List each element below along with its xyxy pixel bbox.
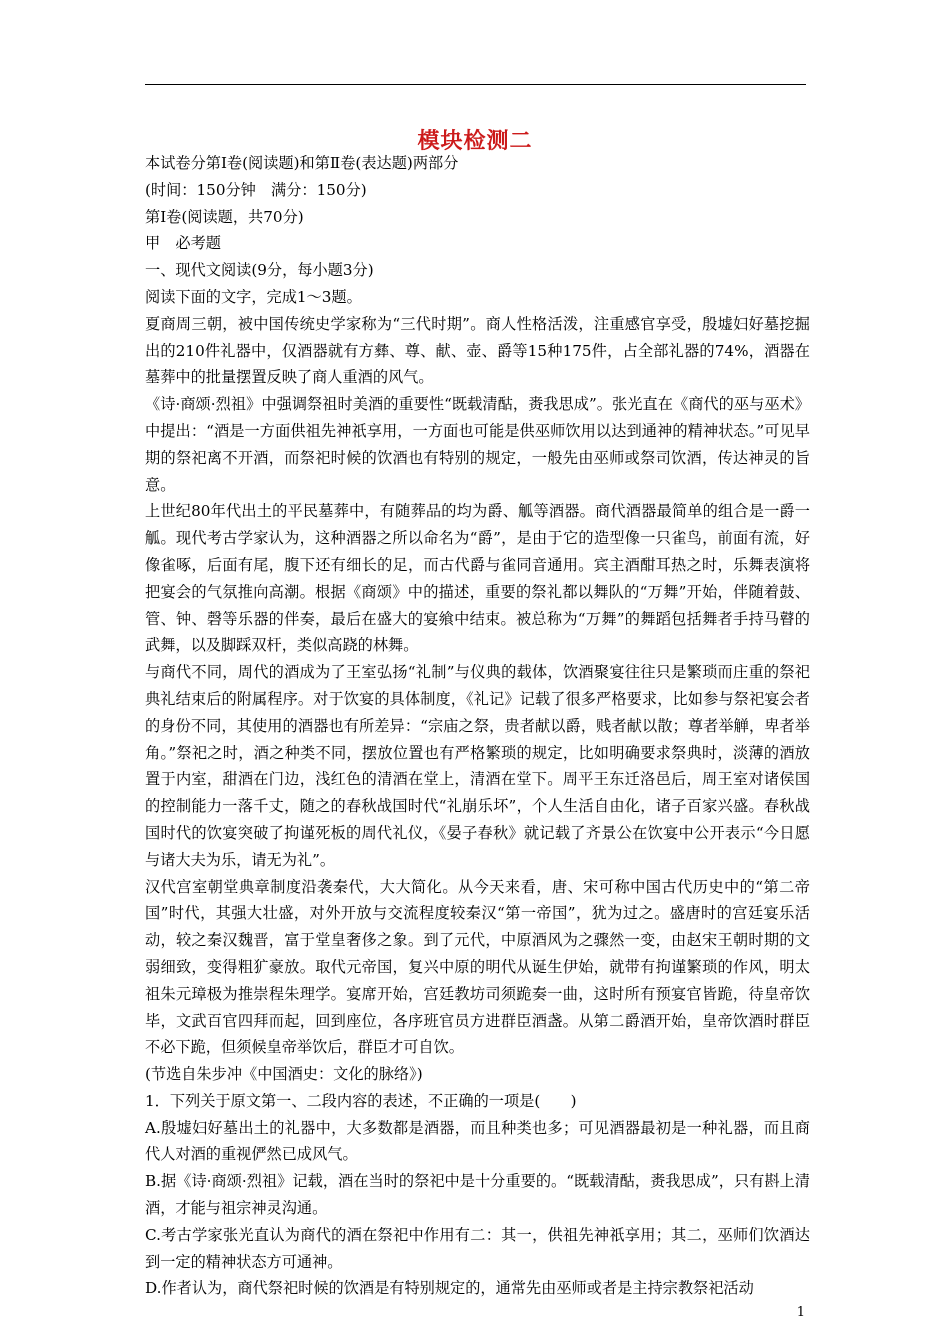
passage-paragraph: 夏商周三朝，被中国传统史学家称为“三代时期”。商人性格活泼，注重感官享受，殷墟妇好墓挖掘出的210件礼器中，仅酒器就有方彝、尊、献、壶、爵等15种175件，占全部礼器的74%，酒器在墓葬中的批量摆置反映了商人重酒的风气。 [145, 314, 810, 387]
source-note: (节选自朱步冲《中国酒史：文化的脉络》) [145, 1065, 423, 1084]
part-heading: 甲 必考题 [145, 234, 221, 253]
answer-option-a: A.殷墟妇好墓出土的礼器中，大多数都是酒器，而且种类也多；可见酒器最初是一种礼器，而且商代人对酒的重视俨然已成风气。 [145, 1118, 810, 1164]
page-number: 1 [796, 1305, 805, 1320]
document-title: 模块检测二 [417, 129, 533, 154]
section-heading: 第Ⅰ卷(阅读题，共70分) [145, 207, 304, 226]
header-rule [145, 84, 806, 85]
passage-paragraph: 与商代不同，周代的酒成为了王室弘扬“礼制”与仪典的载体，饮酒聚宴往往只是繁琐而庄重的祭祀典礼结束后的附属程序。对于饮宴的具体制度，《礼记》记载了很多严格要求，比如参与祭祀宴会者的身份不同，其使用的酒器也有所差异：“宗庙之祭，贵者献以爵，贱者献以散；尊者举觯，卑者举角。”祭祀之时，酒之种类不同，摆放位置也有严格繁琐的规定，比如明确要求祭典时，淡薄的酒放置于内室，甜酒在门边，浅红色的清酒在堂上，清酒在堂下。周平王东迁洛邑后，周王室对诸侯国的控制能力一落千丈，随之的春秋战国时代“礼崩乐坏”，个人生活自由化，诸子百家兴盛。春秋战国时代的饮宴突破了拘谨死板的周代礼仪，《晏子春秋》就记载了齐景公在饮宴中公开表示“今日愿与诸大夫为乐，请无为礼”。 [145, 663, 810, 869]
exam-intro: 本试卷分第Ⅰ卷(阅读题)和第Ⅱ卷(表达题)两部分 [145, 154, 459, 172]
question-group-heading: 一、现代文阅读(9分，每小题3分) [145, 261, 374, 280]
passage-paragraph: 《诗·商颂·烈祖》中强调祭祖时美酒的重要性“既载清酤，赉我思成”。张光直在《商代的巫与巫术》中提出：“酒是一方面供祖先神祇享用，一方面也可能是供巫师饮用以达到通神的精神状态。”可见早期的祭祀离不开酒，而祭祀时候的饮酒也有特别的规定，一般先由巫师或祭司饮酒，传达神灵的旨意。 [145, 395, 810, 494]
answer-option-c: C.考古学家张光直认为商代的酒在祭祀中作用有二：其一，供祖先神祇享用；其二，巫师们饮酒达到一定的精神状态方可通神。 [145, 1225, 810, 1271]
question-stem: 1．下列关于原文第一、二段内容的表述，不正确的一项是( ) [145, 1091, 577, 1110]
exam-time-score: (时间：150分钟 满分：150分) [145, 180, 367, 199]
document-body [145, 150, 810, 1302]
passage-paragraph: 汉代宫室朝堂典章制度沿袭秦代，大大简化。从今天来看，唐、宋可称中国古代历史中的“第二帝国”时代，其强大壮盛，对外开放与交流程度较秦汉“第一帝国”，犹为过之。盛唐时的宫廷宴乐活动，较之秦汉魏晋，富于堂皇奢侈之象。到了元代，中原酒风为之骤然一变，由赵宋王朝时期的文弱细致，变得粗犷豪放。取代元帝国，复兴中原的明代从诞生伊始，就带有拘谨繁琐的作风，明太祖朱元璋极为推崇程朱理学。宴席开始，宫廷教坊司须跪奏一曲，这时所有预宴官皆跪，待皇帝饮毕，文武百官四拜而起，回到座位，各序班官员方进群臣酒盏。从第二爵酒开始，皇帝饮酒时群臣不必下跪，但须候皇帝举饮后，群臣才可自饮。 [145, 877, 810, 1057]
passage-paragraph: 上世纪80年代出土的平民墓葬中，有随葬品的均为爵、觚等酒器。商代酒器最简单的组合是一爵一觚。现代考古学家认为，这种酒器之所以命名为“爵”，是由于它的造型像一只雀鸟，前面有流，好像雀啄，后面有尾，腹下还有细长的足，而古代爵与雀同音通用。宾主酒酣耳热之时，乐舞表演将把宴会的气氛推向高潮。根据《商颂》中的描述，重要的祭礼都以舞队的“万舞”开始，伴随着鼓、管、钟、磬等乐器的伴奏，最后在盛大的宴飨中结束。被总称为“万舞”的舞蹈包括舞者手持马瞽的武舞，以及脚踩双杆，类似高跷的林舞。 [145, 502, 810, 655]
answer-option-b: B.据《诗·商颂·烈祖》记载，酒在当时的祭祀中是十分重要的。“既载清酤，赉我思成”，只有斟上清酒，才能与祖宗神灵沟通。 [145, 1172, 810, 1218]
reading-instruction: 阅读下面的文字，完成1～3题。 [145, 287, 362, 306]
answer-option-d: D.作者认为，商代祭祀时候的饮酒是有特别规定的，通常先由巫师或者是主持宗教祭祀活动 [145, 1279, 754, 1298]
